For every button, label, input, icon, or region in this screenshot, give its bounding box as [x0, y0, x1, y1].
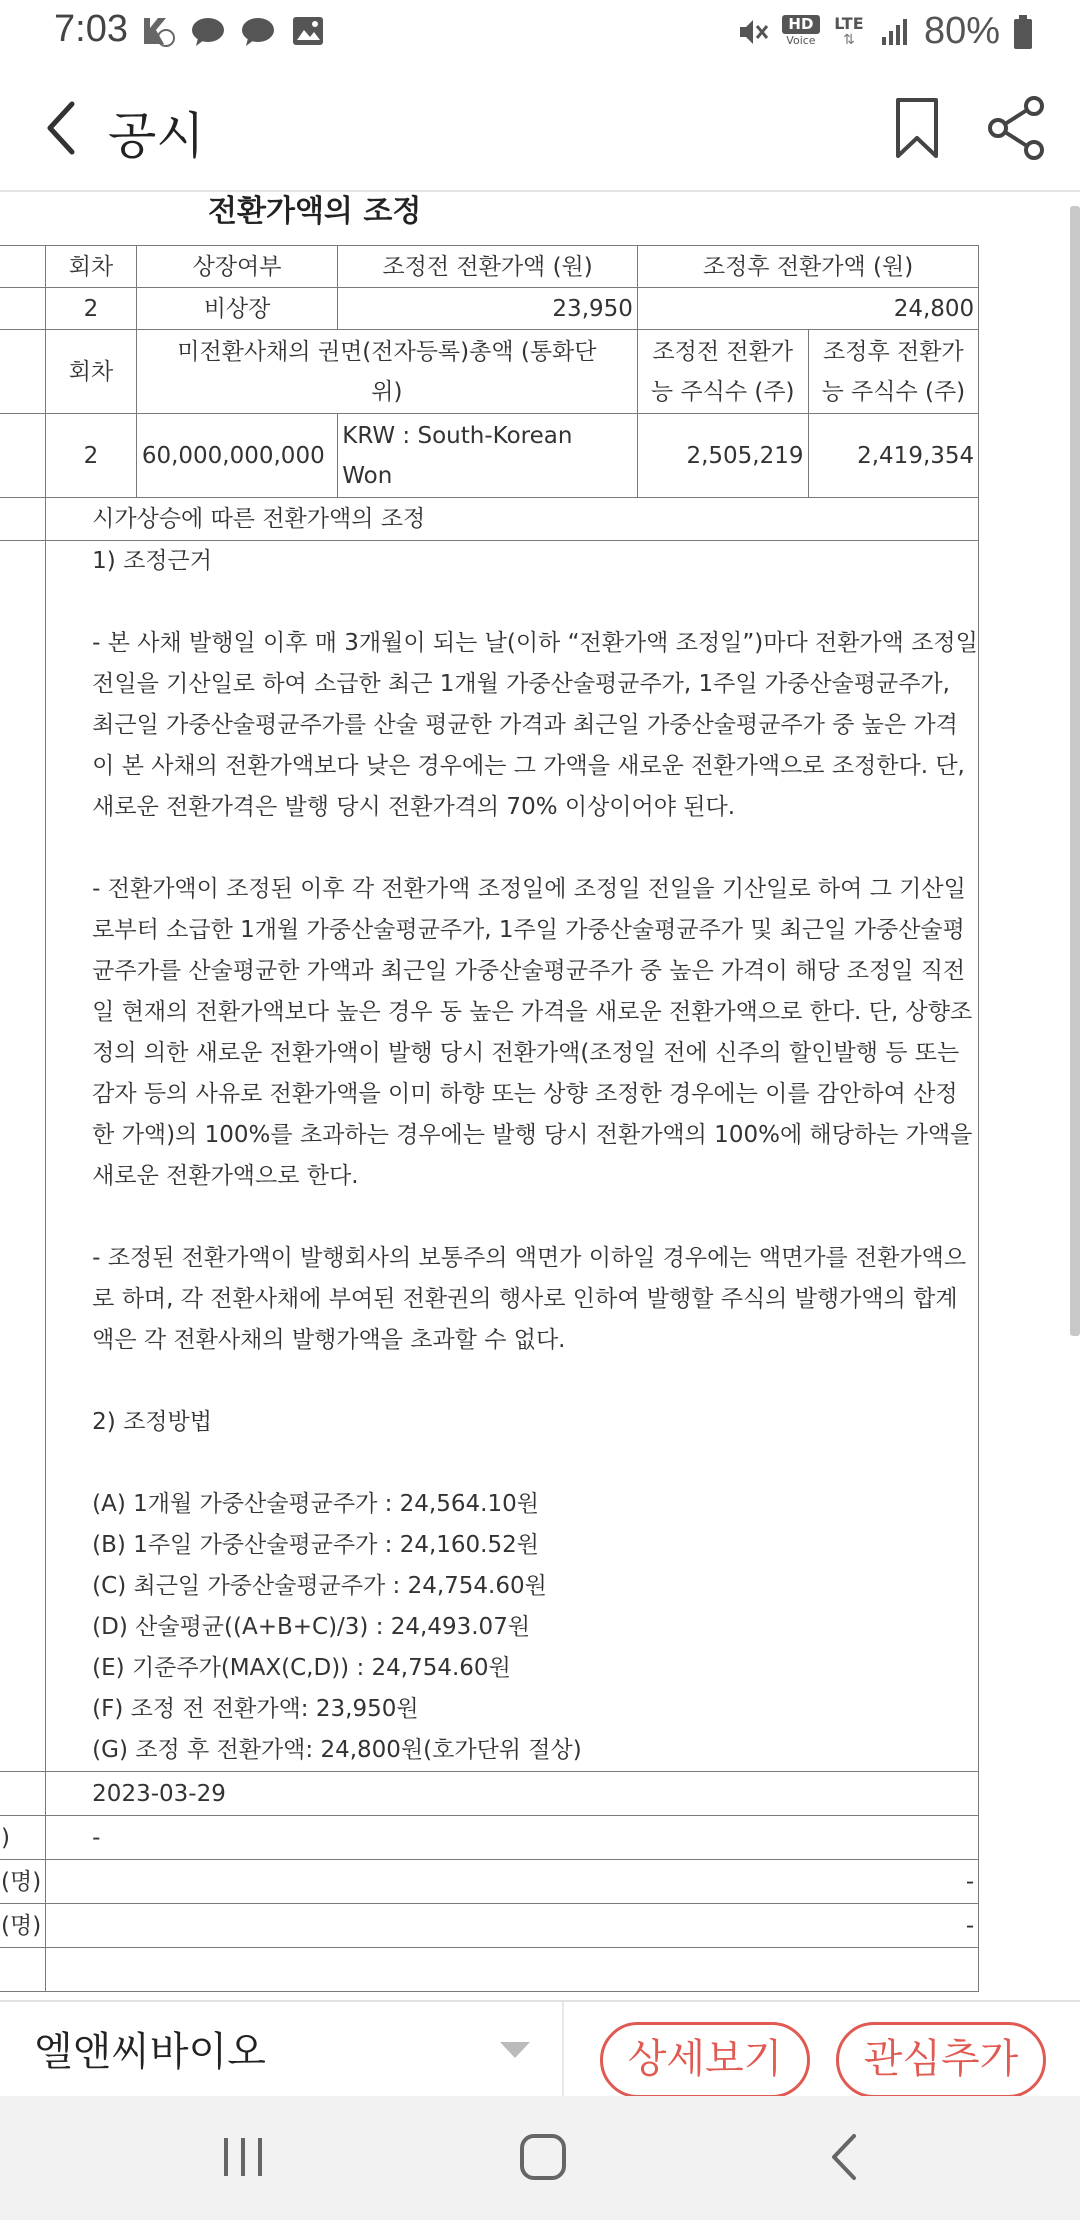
list-item: (A) 1개월 가중산술평균주가 : 24,564.10원 — [92, 1491, 539, 1517]
detail-paragraph: - 전환가액이 조정된 이후 각 전환가액 조정일에 조정일 전일을 기산일로 하여 그 기산일로부터 소급한 1개월 가중산술평균주가, 1주일 가중산술평균주가 및 최근일 가중산술평균주가를 산술평균한 가액과 최근일 가중산술평균주가 중 높은 가격이 해당 조정일 직전일 현재의 전환가액보다 높은 경우 동 높은 가격을 새로운 전환가액으로 한다. 단, 상향조정의 의한 새로운 전환가액이 발행 당시 전환가액(조정일 전에 신주의 할인발행 등 또는 감자 등의 사유로 전환가액을 이미 하향 또는 상향 조정한 경우에는 이를 감안하여 산정한 가액)의 100%를 초과하는 경우에는 발행 당시 전환가액의 100%에 해당하는 가액을 새로운 전환가액으로 한다. — [92, 876, 973, 1189]
back-icon[interactable] — [812, 2124, 882, 2190]
header-round: 회차 — [46, 330, 137, 414]
cell-listing: 비상장 — [136, 288, 337, 330]
bookmark-icon[interactable] — [890, 94, 944, 162]
header-shares-after: 조정후 전환가 능 주식수 (주) — [808, 330, 979, 414]
table-header-row — [0, 246, 979, 288]
header-price-before: 조정전 전환가액 (원) — [338, 246, 638, 288]
header-listing: 상장여부 — [136, 246, 337, 288]
row-value: - — [46, 1860, 979, 1904]
share-icon[interactable] — [986, 94, 1048, 162]
header-unconverted-amount: 미전환사채의 권면(전자등록)총액 (통화단 위) — [136, 330, 637, 414]
row-label: (명) — [0, 1860, 46, 1904]
recent-apps-icon[interactable] — [208, 2124, 278, 2190]
cell-price-after: 24,800 — [637, 288, 978, 330]
mute-icon — [736, 15, 770, 49]
system-nav-bar — [0, 2096, 1080, 2220]
detail-heading-method: 2) 조정방법 — [92, 1409, 212, 1435]
hd-voice-icon: HD Voice — [782, 15, 820, 49]
detail-view-button[interactable]: 상세보기 — [600, 2022, 810, 2098]
cell-amount: 60,000,000,000 — [136, 414, 337, 498]
row-label: (명) — [0, 1904, 46, 1948]
table-header-row — [0, 330, 979, 414]
kakao-badge-icon — [140, 14, 176, 48]
page-title: 공시 — [108, 107, 205, 165]
table-row — [0, 414, 979, 498]
table-row — [0, 1904, 979, 1948]
chevron-left-icon[interactable] — [36, 94, 96, 162]
app-header — [0, 64, 1080, 192]
add-watchlist-button[interactable]: 관심추가 — [836, 2022, 1046, 2098]
list-item: (C) 최근일 가중산술평균주가 : 24,754.60원 — [92, 1573, 547, 1599]
cell-shares-after: 2,419,354 — [808, 414, 979, 498]
adjustment-table — [0, 245, 979, 1992]
chevron-down-icon[interactable] — [500, 2042, 530, 2058]
list-item: (E) 기준주가(MAX(C,D)) : 24,754.60원 — [92, 1655, 511, 1681]
row-value: - — [46, 1904, 979, 1948]
gallery-icon — [290, 14, 326, 48]
header-shares-before: 조정전 전환가 능 주식수 (주) — [637, 330, 808, 414]
cloud-icon — [240, 14, 276, 48]
status-bar — [0, 0, 1080, 64]
row-value: - — [46, 1816, 979, 1860]
cell-shares-before: 2,505,219 — [637, 414, 808, 498]
cell-price-before: 23,950 — [338, 288, 638, 330]
cell-round: 2 — [46, 414, 137, 498]
list-item: (F) 조정 전 전환가액: 23,950원 — [92, 1696, 419, 1722]
cloud-icon — [190, 14, 226, 48]
header-round: 회차 — [46, 246, 137, 288]
battery-percent: 80% — [923, 10, 1000, 52]
section-title: 전환가액의 조정 — [208, 194, 422, 229]
battery-icon — [1012, 14, 1034, 50]
table-row — [0, 498, 979, 541]
home-icon[interactable] — [508, 2124, 578, 2190]
bottom-action-bar — [0, 2000, 1080, 2096]
list-item: (G) 조정 후 전환가액: 24,800원(호가단위 절상) — [92, 1737, 582, 1763]
table-row — [0, 288, 979, 330]
cell-round: 2 — [46, 288, 137, 330]
list-item: (B) 1주일 가중산술평균주가 : 24,160.52원 — [92, 1532, 539, 1558]
detail-paragraph: - 본 사채 발행일 이후 매 3개월이 되는 날(이하 “전환가액 조정일”)마다 전환가액 조정일 전일을 기산일로 하여 소급한 최근 1개월 가중산술평균주가, 1주일 가중산술평균주가, 최근일 가중산술평균주가를 산술 평균한 가격과 최근일 가중산술평균주가 중 높은 가격이 본 사채의 전환가액보다 낮은 경우에는 그 가액을 새로운 전환가액으로 조정한다. 단, 새로운 전환가격은 발행 당시 전환가격의 70% 이상이어야 된다. — [92, 630, 978, 820]
table-row — [0, 1948, 979, 1992]
disclosure-content[interactable] — [0, 192, 1080, 2000]
company-name[interactable]: 엘앤씨바이오 — [34, 2029, 266, 2075]
status-time: 7:03 — [54, 8, 128, 50]
list-item: (D) 산술평균((A+B+C)/3) : 24,493.07원 — [92, 1614, 531, 1640]
table-row — [0, 1772, 979, 1816]
table-row — [0, 1860, 979, 1904]
detail-heading-basis: 1) 조정근거 — [92, 548, 212, 574]
detail-paragraph: - 조정된 전환가액이 발행회사의 보통주의 액면가 이하일 경우에는 액면가를 전환가액으로 하며, 각 전환사채에 부여된 전환권의 행사로 인하여 발행할 주식의 발행가액의 합계액은 각 전환사채의 발행가액을 초과할 수 없다. — [92, 1245, 967, 1353]
lte-icon: LTE ⇅ — [834, 13, 864, 48]
signal-icon — [878, 15, 912, 49]
adjustment-detail — [46, 541, 979, 1772]
cell-currency: KRW : South-Korean Won — [338, 414, 638, 498]
adjustment-reason: 시가상승에 따른 전환가액의 조정 — [46, 498, 979, 541]
adjustment-date: 2023-03-29 — [46, 1772, 979, 1816]
header-price-after: 조정후 전환가액 (원) — [637, 246, 978, 288]
table-row — [0, 541, 979, 1772]
table-row — [0, 1816, 979, 1860]
row-label: ) — [0, 1816, 46, 1860]
scrollbar[interactable] — [1070, 206, 1080, 1336]
